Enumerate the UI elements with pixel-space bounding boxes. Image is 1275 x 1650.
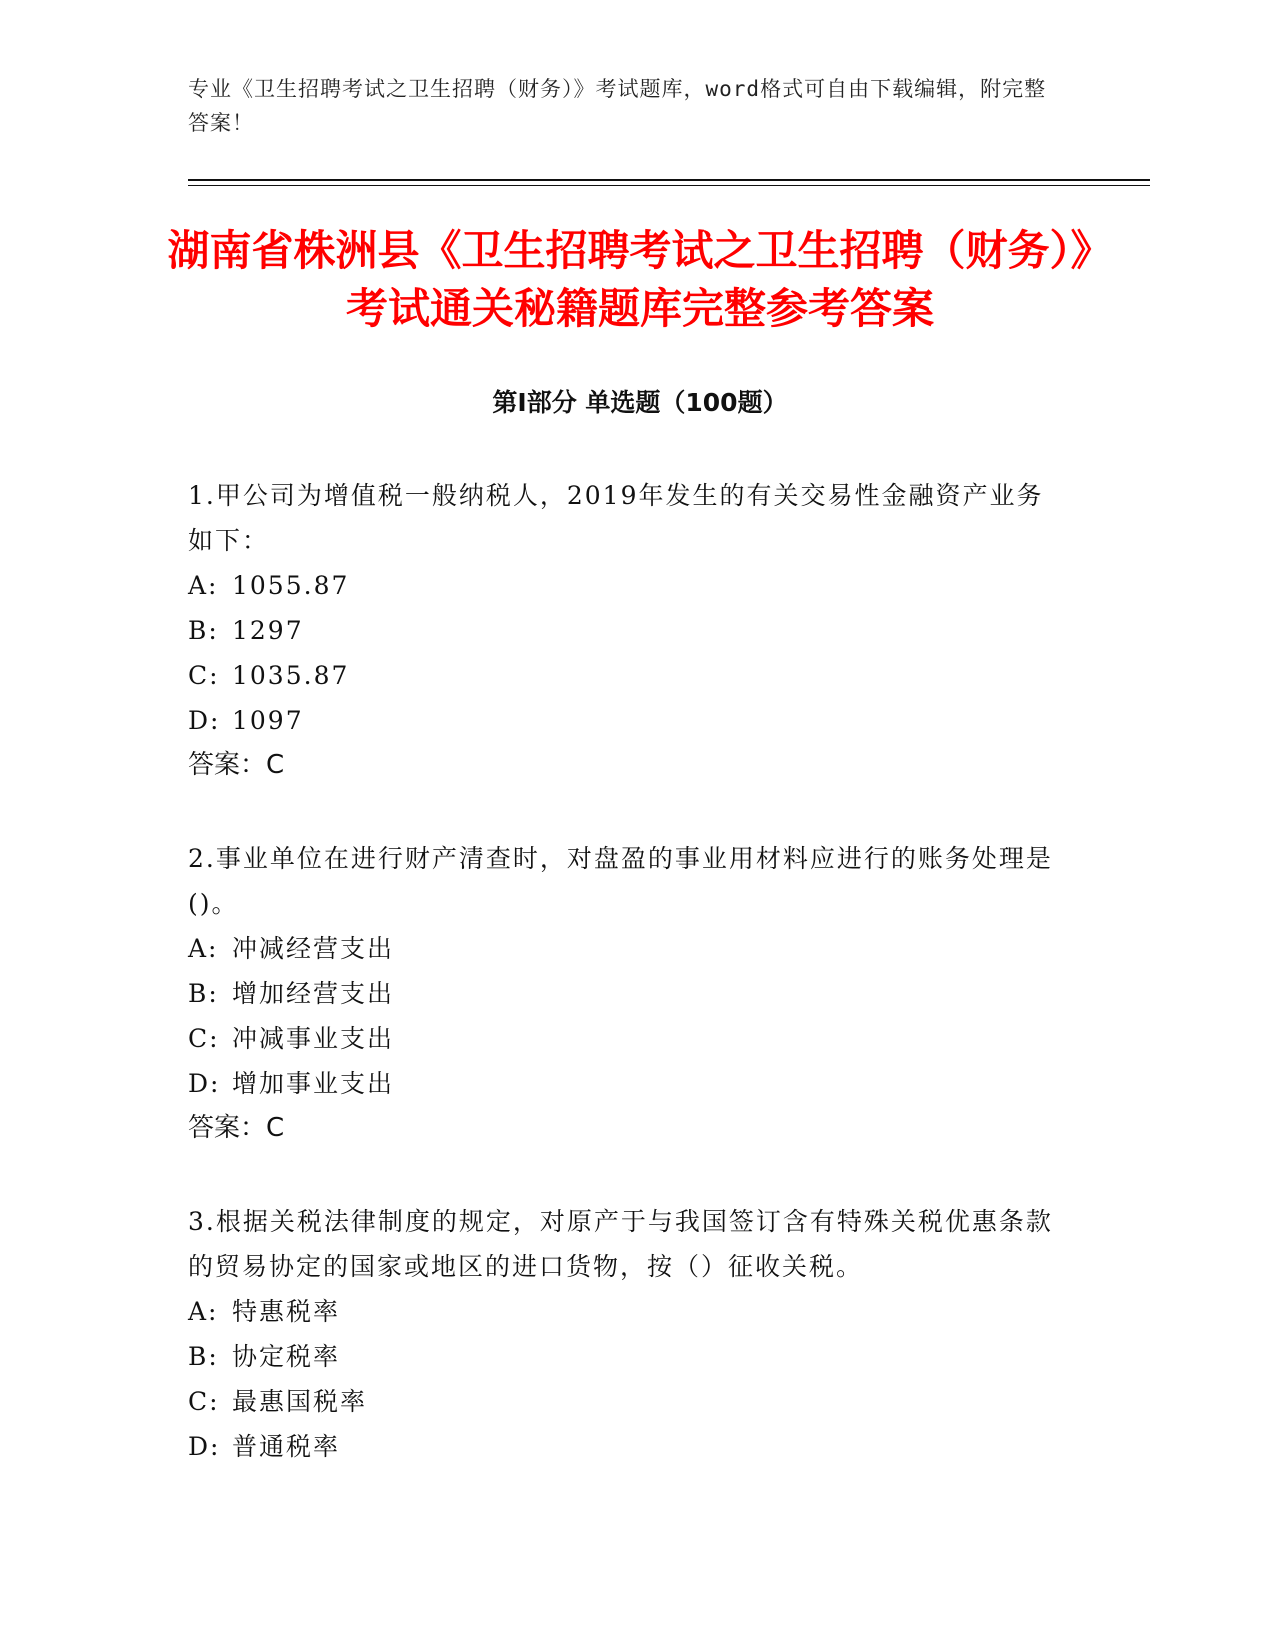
- option-b: [188, 971, 1068, 1016]
- option-text: 增加经营支出: [232, 979, 395, 1008]
- option-label: C:: [188, 1387, 220, 1416]
- question-3: [188, 1199, 1068, 1469]
- option-a: [188, 1289, 1068, 1334]
- option-text: 1297: [232, 616, 304, 645]
- option-text: 协定税率: [232, 1342, 341, 1371]
- option-c: [188, 653, 1068, 698]
- option-d: [188, 698, 1068, 743]
- option-label: B:: [188, 1342, 219, 1371]
- option-label: C:: [188, 1024, 220, 1053]
- option-label: C:: [188, 661, 220, 690]
- option-a: [188, 563, 1068, 608]
- question-stem: 1.甲公司为增值税一般纳税人，2019年发生的有关交易性金融资产业务如下：: [188, 481, 1044, 555]
- question-2: [188, 836, 1068, 1151]
- option-text: 冲减事业支出: [232, 1024, 395, 1053]
- option-label: D:: [188, 1069, 221, 1098]
- question-1: [188, 473, 1068, 788]
- option-b: [188, 608, 1068, 653]
- question-stem: 3.根据关税法律制度的规定，对原产于与我国签订含有特殊关税优惠条款的贸易协定的国家或地区的进口货物，按（）征收关税。: [188, 1207, 1053, 1281]
- answer: 答案：C: [188, 750, 285, 780]
- section-title: 第I部分 单选题（100题）: [492, 388, 788, 417]
- document-title: 湖南省株洲县《卫生招聘考试之卫生招聘（财务）》考试通关秘籍题库完整参考答案: [167, 226, 1113, 333]
- option-label: D:: [188, 1432, 221, 1461]
- option-label: D:: [188, 706, 221, 735]
- option-text: 1055.87: [232, 571, 350, 600]
- option-label: A:: [188, 1297, 219, 1326]
- option-text: 增加事业支出: [232, 1069, 395, 1098]
- option-text: 冲减经营支出: [232, 934, 395, 963]
- option-label: B:: [188, 979, 219, 1008]
- option-d: [188, 1061, 1068, 1106]
- option-c: [188, 1016, 1068, 1061]
- option-text: 最惠国税率: [232, 1387, 368, 1416]
- option-c: [188, 1379, 1068, 1424]
- option-text: 普通税率: [232, 1432, 341, 1461]
- option-text: 1097: [232, 706, 304, 735]
- header-divider-thin: [188, 185, 1150, 186]
- option-label: A:: [188, 571, 219, 600]
- answer: 答案：C: [188, 1113, 285, 1143]
- option-text: 特惠税率: [232, 1297, 341, 1326]
- question-stem: 2.事业单位在进行财产清查时，对盘盈的事业用材料应进行的账务处理是()。: [188, 844, 1053, 918]
- option-label: A:: [188, 934, 219, 963]
- option-b: [188, 1334, 1068, 1379]
- option-text: 1035.87: [232, 661, 350, 690]
- option-d: [188, 1424, 1068, 1469]
- header-note: 专业《卫生招聘考试之卫生招聘（财务）》考试题库，word格式可自由下载编辑，附完整答案！: [188, 77, 1047, 135]
- option-a: [188, 926, 1068, 971]
- option-label: B:: [188, 616, 219, 645]
- header-divider-thick: [188, 179, 1150, 181]
